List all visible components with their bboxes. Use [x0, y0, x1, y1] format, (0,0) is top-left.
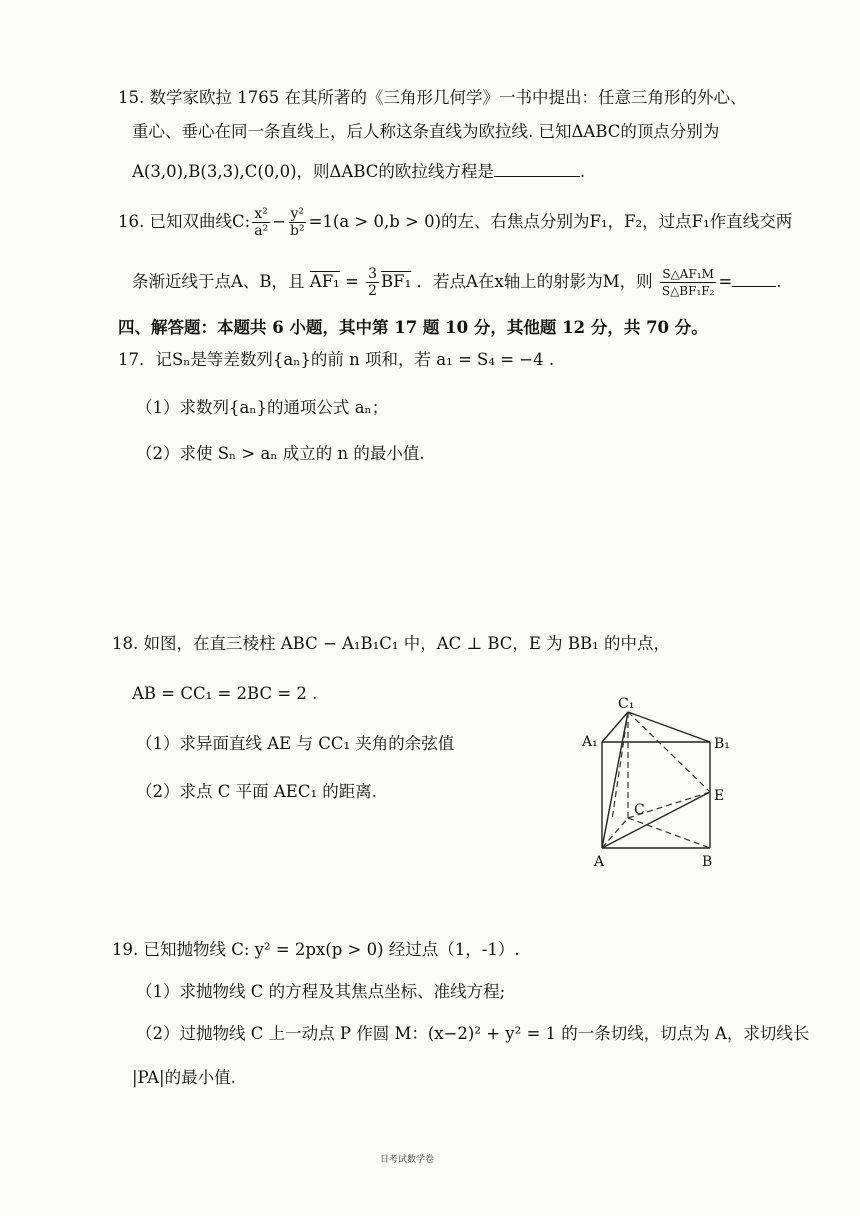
edge-c-b: [628, 818, 710, 848]
q16-vector-af: AF₁: [309, 272, 340, 291]
q17-part2: （2）求使 Sₙ > aₙ 成立的 n 的最小值.: [136, 444, 425, 463]
label-b1: B₁: [714, 736, 730, 752]
edge-c1-b1: [628, 712, 710, 742]
segment-a-c1: [602, 712, 628, 848]
q16-text-1a: 已知双曲线C:: [149, 212, 251, 231]
q18-part2: （2）求点 C 平面 AEC₁ 的距离.: [136, 782, 378, 801]
q16-area-ratio: $\frac{\text{S△AF₁M}}{\text{S△BF₁F₂}}$: [661, 267, 715, 298]
q15-text-1: 数学家欧拉 1765 在其所著的《三角形几何学》一书中提出：任意三角形的外心、: [149, 88, 747, 107]
q15-line1: [118, 86, 746, 110]
q15-line2: 重心、垂心在同一条直线上，后人称这条直线为欧拉线. 已知ΔABC的顶点分别为: [132, 122, 720, 141]
label-e: E: [714, 788, 725, 804]
q17-part1: （1）求数列{aₙ}的通项公式 aₙ；: [136, 398, 389, 417]
q19-part1: （1）求抛物线 C 的方程及其焦点坐标、准线方程;: [136, 982, 506, 1001]
q18-condition: AB = CC₁ = 2BC = 2 .: [132, 684, 318, 703]
q16-line2: 条渐近线于点A、B，且 AF₁ = $\frac{3}{2}$ BF₁ ．若点A在x轴上的射影为M，则 $\frac{\text{S△AF₁M}}{\text{S△BF₁F₂}}$ = .: [132, 266, 782, 299]
q16-vector-bf: BF₁: [381, 272, 412, 291]
label-c: C: [634, 802, 645, 818]
q16-answer-blank: [732, 270, 776, 287]
q19-part2-cont: |PA|的最小值.: [132, 1068, 236, 1087]
edge-a-c: [602, 818, 628, 848]
q16-line1: 16. 已知双曲线C: $\frac{\text{x²}}{\text{a²}}$ − $\frac{\text{y²}}{\text{b²}}$ =1(a > 0,b > 0)的左、右焦点分别为F₁，F₂，过点F₁作直线交两: [118, 206, 793, 239]
q16-frac-3-2: $\frac{3}{2}$: [368, 266, 378, 299]
q16-number: 16.: [118, 212, 145, 231]
section-4-heading: 四、解答题：本题共 6 小题，其中第 17 题 10 分，其他题 12 分，共 70 分。: [118, 318, 708, 337]
q15-line3: A(3,0),B(3,3),C(0,0)，则ΔABC的欧拉线方程是 .: [132, 162, 586, 181]
q19-part2: （2）过抛物线 C 上一动点 P 作圆 M：(x−2)² + y² = 1 的一条切线，切点为 A，求切线长: [136, 1024, 810, 1043]
q15-answer-blank: [494, 160, 580, 177]
prism-figure: [572, 690, 742, 875]
page-footer: 日考试数学卷: [380, 1155, 435, 1165]
label-a1: A₁: [582, 734, 598, 750]
q18-stem: 18. 如图，在直三棱柱 ABC − A₁B₁C₁ 中，AC ⊥ BC，E 为 BB₁ 的中点，: [112, 634, 671, 653]
q16-text-2b: ．若点A在x轴上的射影为M，则: [416, 272, 653, 291]
q17-stem: 17．记Sₙ是等差数列{aₙ}的前 n 项和，若 a₁ = S₄ = −4 .: [118, 350, 555, 369]
q19-stem: 19. 已知抛物线 C: y² = 2px(p > 0) 经过点（1，-1）.: [112, 940, 520, 959]
q15-number: 15.: [118, 88, 145, 107]
label-b: B: [702, 854, 713, 870]
q16-text-1b: =1(a > 0,b > 0)的左、右焦点分别为F₁，F₂，过点F₁作直线交两: [308, 212, 793, 231]
q18-part1: （1）求异面直线 AE 与 CC₁ 夹角的余弦值: [136, 734, 455, 753]
q15-text-3: A(3,0),B(3,3),C(0,0)，则ΔABC的欧拉线方程是: [132, 162, 494, 181]
label-c1: C₁: [618, 696, 635, 712]
segment-a-e: [602, 792, 710, 848]
segment-c1-e: [628, 712, 710, 792]
q16-frac-x: $\frac{\text{x²}}{\text{a²}}$: [254, 206, 269, 239]
q16-frac-y: $\frac{\text{y²}}{\text{b²}}$: [289, 206, 305, 239]
label-a: A: [594, 854, 605, 870]
q16-text-2a: 条渐近线于点A、B，且: [132, 272, 305, 291]
